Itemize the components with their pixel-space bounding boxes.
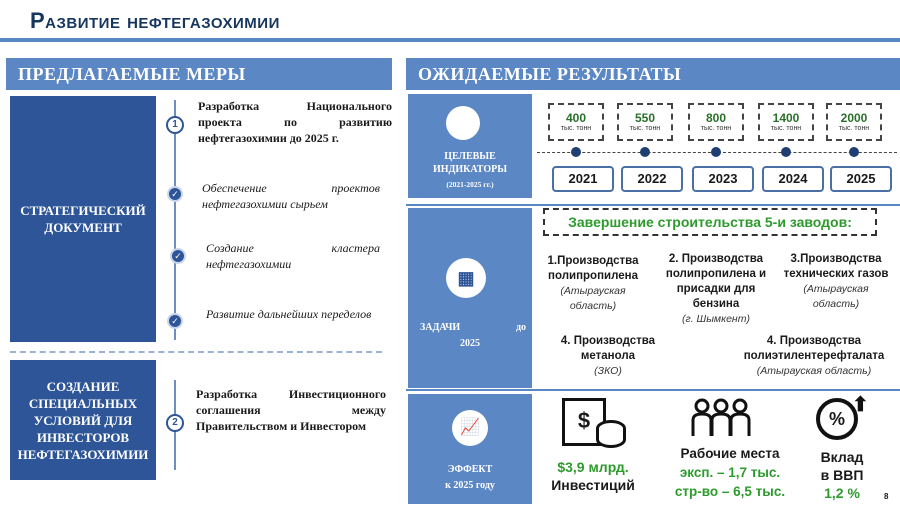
row-divider: [406, 389, 900, 391]
year-2025: 2025: [830, 166, 892, 192]
task-name: 4. Производства метанола: [560, 335, 656, 362]
indicator-unit: тыс. тонн: [838, 125, 870, 132]
year-2021: 2021: [552, 166, 614, 192]
tasks-label: ЗАДАЧИ: [420, 322, 461, 333]
step-1-icon: 1: [166, 116, 184, 134]
coins-icon: [596, 420, 626, 448]
section-divider: [10, 351, 382, 353]
indicators-title: ЦЕЛЕВЫЕ ИНДИКАТОРЫ: [432, 151, 508, 175]
page-title: Развитие нефтегазохимии: [30, 8, 280, 33]
task-5: [728, 334, 900, 379]
strategic-document-label: СТРАТЕГИЧЕСКИЙ ДОКУМЕНТ: [20, 203, 146, 235]
indicator-unit: тыс. тонн: [700, 125, 732, 132]
indicator-unit: тыс. тонн: [770, 125, 802, 132]
people-icon: [690, 398, 752, 438]
tasks-title: Завершение строительства 5-и заводов:: [568, 214, 852, 230]
measure-raw-materials: Обеспечение проектов нефтегазохимии сырьем: [202, 181, 380, 211]
task-1: [538, 254, 648, 314]
invest-document-icon: $: [562, 398, 606, 446]
indicator-2021: [548, 103, 604, 141]
indicator-2023: [688, 103, 744, 141]
indicator-2022: [617, 103, 673, 141]
indicator-value: 1400: [772, 111, 800, 125]
task-place: (Атырауская область): [560, 285, 626, 312]
year-2024: 2024: [762, 166, 824, 192]
indicator-value: 800: [705, 111, 727, 125]
effect-gdp: [808, 448, 876, 502]
tasks-label-block: [408, 208, 532, 388]
row-divider: [406, 204, 900, 206]
measure-further-processing: Развитие дальнейших переделов: [206, 307, 372, 321]
arrow-up-icon: ⬆: [852, 394, 869, 416]
indicator-dot: [711, 147, 721, 157]
effect-invest-label: Инвестиций: [551, 477, 635, 493]
task-place: (г. Шымкент): [682, 313, 750, 325]
effect-jobs-operation: эксп. – 1,7 тыс.: [679, 465, 781, 480]
task-name: 1.Производства полипропилена: [547, 255, 639, 282]
task-place: (ЗКО): [594, 365, 622, 377]
strategic-document-block: [10, 96, 156, 342]
indicators-icon: [446, 106, 480, 140]
task-name: 4. Производства полиэтилентерефталата: [743, 335, 885, 362]
effect-jobs-construction: стр-во – 6,5 тыс.: [674, 484, 786, 499]
measure-cluster: Создание кластера нефтегазохимии: [206, 241, 380, 271]
check-icon: ✓: [167, 313, 183, 329]
effect-label: ЭФФЕКТ: [447, 464, 493, 475]
indicators-label-block: [408, 94, 532, 198]
year-2022: 2022: [621, 166, 683, 192]
effect-invest-value: $3,9 млрд.: [557, 459, 629, 475]
effect-jobs-title: Рабочие места: [680, 446, 780, 461]
timeline-line: [174, 100, 176, 340]
indicator-unit: тыс. тонн: [629, 125, 661, 132]
special-conditions-block: [10, 360, 156, 480]
measure-investment-agreement: Разработка Инвестиционного соглашения между Правительством и Инвестором: [196, 387, 386, 433]
measure-national-project: Разработка Национального проекта по развитию нефтегазохимии до 2025 г.: [198, 99, 392, 145]
effect-jobs: [660, 444, 800, 501]
task-name: 3.Производства технических газов: [783, 253, 889, 280]
special-conditions-label: СОЗДАНИЕ СПЕЦИАЛЬНЫХ УСЛОВИЙ ДЛЯ ИНВЕСТОРОВ НЕФТЕГАЗОХИМИИ: [17, 378, 149, 462]
page-number: 8: [884, 492, 889, 501]
check-icon: ✓: [167, 186, 183, 202]
indicator-2024: [758, 103, 814, 141]
effect-label-block: [408, 394, 532, 504]
task-place: (Атырауская область): [756, 365, 872, 377]
title-rule: [0, 38, 900, 42]
indicators-period: (2021-2025 гг.): [446, 180, 494, 189]
effect-label-year: к 2025 году: [445, 480, 495, 491]
indicator-value: 2000: [840, 111, 868, 125]
task-place: (Атырауская область): [803, 283, 869, 310]
tasks-label-year: 2025: [460, 338, 480, 349]
tasks-chart-icon: ▦: [446, 258, 486, 298]
effect-invest: [540, 458, 646, 494]
effect-gdp-label-1: Вклад: [820, 449, 864, 465]
indicator-dot: [849, 147, 859, 157]
task-2: [656, 252, 776, 327]
indicator-2025: [826, 103, 882, 141]
right-section-header: ОЖИДАЕМЫЕ РЕЗУЛЬТАТЫ: [406, 58, 900, 90]
indicator-dot: [781, 147, 791, 157]
indicator-unit: тыс. тонн: [560, 125, 592, 132]
indicator-dot: [571, 147, 581, 157]
step-2-icon: 2: [166, 414, 184, 432]
indicators-label: [408, 150, 532, 176]
check-icon: ✓: [170, 248, 186, 264]
indicator-value: 550: [634, 111, 656, 125]
task-3: [780, 252, 892, 312]
task-4: [548, 334, 668, 379]
percent-icon: %: [816, 398, 858, 440]
tasks-label-until: до: [516, 322, 527, 333]
year-2023: 2023: [692, 166, 754, 192]
tasks-title-box: [543, 208, 877, 236]
indicator-dot: [640, 147, 650, 157]
effect-growth-icon: 📈: [452, 410, 488, 446]
left-section-header: ПРЕДЛАГАЕМЫЕ МЕРЫ: [6, 58, 392, 90]
task-name: 2. Производства полипропилена и присадки для бензина: [665, 253, 767, 310]
effect-gdp-value: 1,2 %: [824, 485, 860, 501]
indicator-value: 400: [565, 111, 587, 125]
effect-gdp-label-2: в ВВП: [820, 467, 864, 483]
